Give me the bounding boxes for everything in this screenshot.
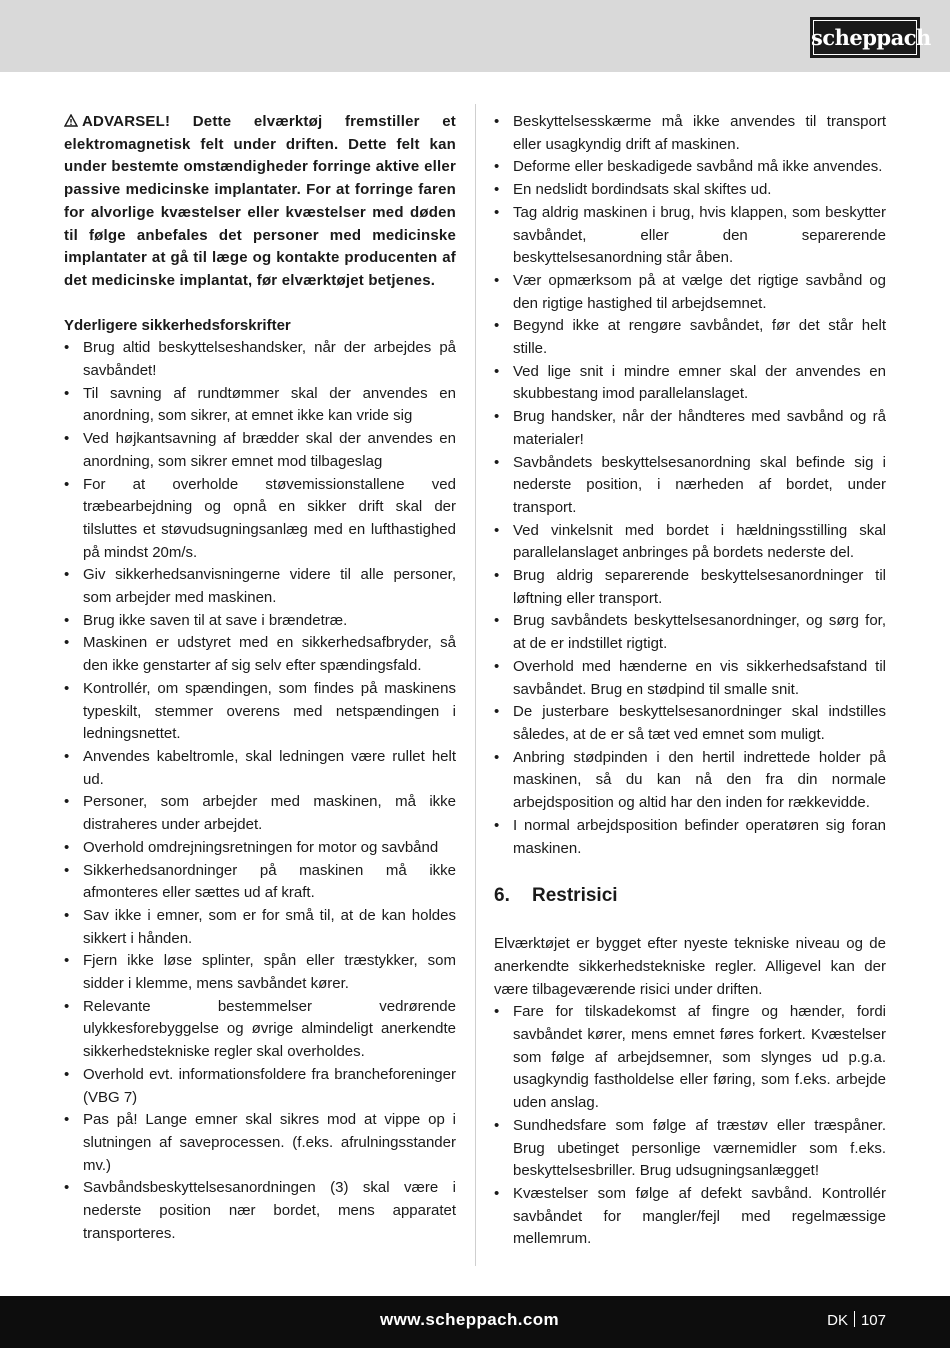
list-item: • Personer, som arbejder med maskinen, må ikke distraheres under arbejdet. — [64, 791, 456, 836]
chapter-title: Restrisici — [532, 885, 618, 907]
footer-bar — [0, 1296, 950, 1348]
list-item: • Savbåndets beskyttelsesanordning skal befinde sig i nederste position, i nærheden af bordet, under transport. — [494, 452, 886, 520]
list-item: • Maskinen er udstyret med en sikkerhedsafbryder, så den ikke genstarter af sig selv efter spændingsfald. — [64, 632, 456, 677]
scheppach-logo: scheppach — [810, 17, 920, 58]
header-bar — [0, 0, 950, 72]
section-heading: Yderligere sikkerhedsforskrifter — [64, 316, 291, 334]
list-item: • En nedslidt bordindsats skal skiftes ud. — [494, 179, 886, 202]
list-item: • Relevante bestemmelser vedrørende ulykkesforebyggelse og øvrige almindeligt anerkendte sikkerhedstekniske regler skal overholdes. — [64, 996, 456, 1064]
list-item: • Kvæstelser som følge af defekt savbånd. Kontrollér savbåndet for mangler/fejl med regelmæssige mellemrum. — [494, 1183, 886, 1251]
list-item: • Overhold evt. informationsfoldere fra brancheforeninger (VBG 7) — [64, 1064, 456, 1109]
right-column — [494, 111, 886, 1251]
list-item: • Overhold med hænderne en vis sikkerhedsafstand til savbåndet. Brug en stødpind til smalle snit. — [494, 656, 886, 701]
list-item: • Ved vinkelsnit med bordet i hældningsstilling skal parallelanslaget anbringes på bordets nederste del. — [494, 520, 886, 565]
list-item: • Pas på! Lange emner skal sikres mod at vippe op i slutningen af saveprocessen. (f.eks. afrulningsstander mv.) — [64, 1109, 456, 1177]
list-item: • Til savning af rundtømmer skal der anvendes en anordning, som sikrer, at emnet ikke kan vride sig — [64, 383, 456, 428]
list-item: • Beskyttelsesskærme må ikke anvendes til transport eller usagkyndig drift af maskinen. — [494, 111, 886, 156]
list-item: • Brug ikke saven til at save i brændetræ. — [64, 610, 456, 633]
page-indicator — [827, 1311, 886, 1329]
residual-risk-list — [494, 1001, 886, 1251]
list-item: • De justerbare beskyttelsesanordninger skal indstilles således, at de er så tæt ved emnet som muligt. — [494, 701, 886, 746]
list-item: • Ved lige snit i mindre emner skal der anvendes en skubbestang imod parallelanslaget. — [494, 361, 886, 406]
list-item: • Vær opmærksom på at vælge det rigtige savbånd og den rigtige hastighed til arbejdsemnet. — [494, 270, 886, 315]
residual-risk-intro: Elværktøjet er bygget efter nyeste tekniske niveau og de anerkendte sikkerhedstekniske regler. Alligevel kan der være tilbageværende risici under driften. — [494, 935, 886, 998]
list-item: • For at overholde støvemissionstallene ved træbearbejdning og opnå en sikker drift skal der tilsluttes et støvudsugningsanlæg med en lufthastighed på mindst 20m/s. — [64, 474, 456, 565]
list-item: • Deforme eller beskadigede savbånd må ikke anvendes. — [494, 156, 886, 179]
list-item: • Fjern ikke løse splinter, spån eller træstykker, som sidder i klemme, mens savbåndet kører. — [64, 950, 456, 995]
chapter-number: 6. — [494, 885, 510, 907]
list-item: • Ved højkantsavning af brædder skal der anvendes en anordning, som sikrer emnet mod tilbageslag — [64, 428, 456, 473]
list-item: • Anbring stødpinden i den hertil indrettede holder på maskinen, så du kan nå den fra din normale arbejdsposition og altid har den inden for rækkevidde. — [494, 747, 886, 815]
list-item: • I normal arbejdsposition befinder operatøren sig foran maskinen. — [494, 815, 886, 860]
left-column — [64, 111, 456, 1245]
list-item: • Kontrollér, om spændingen, som findes på maskinens typeskilt, stemmer overens med netspændingen i ledningsnettet. — [64, 678, 456, 746]
page-separator — [854, 1311, 855, 1327]
warning-paragraph — [64, 111, 456, 293]
list-item: • Sikkerhedsanordninger på maskinen må ikke afmonteres eller sættes ud af kraft. — [64, 860, 456, 905]
list-item: • Sundhedsfare som følge af træstøv eller træspåner. Brug ubetinget personlige værnemidler som f.eks. beskyttelsesbriller. Brug udsugningsanlægget! — [494, 1115, 886, 1183]
list-item: • Sav ikke i emner, som er for små til, at de kan holdes sikkert i hånden. — [64, 905, 456, 950]
list-item: • Begynd ikke at rengøre savbåndet, før det står helt stille. — [494, 315, 886, 360]
list-item: • Brug aldrig separerende beskyttelsesanordninger til løftning eller transport. — [494, 565, 886, 610]
list-item: • Savbåndsbeskyttelsesanordningen (3) skal være i nederste position nær bordet, mens apparatet transporteres. — [64, 1177, 456, 1245]
list-item: • Overhold omdrejningsretningen for motor og savbånd — [64, 837, 456, 860]
list-item: • Brug savbåndets beskyttelsesanordninger, og sørg for, at de er indstillet rigtigt. — [494, 610, 886, 655]
safety-list-continued — [494, 111, 886, 860]
safety-list — [64, 337, 456, 1245]
website-link[interactable]: www.scheppach.com — [380, 1310, 560, 1329]
list-item: • Anvendes kabeltromle, skal ledningen være rullet helt ud. — [64, 746, 456, 791]
warning-text: ADVARSEL! Dette elværktøj fremstiller et elektromagnetisk felt under driften. Dette felt kan under bestemte omstændigheder forringe aktive eller passive medicinske implantater. For at forringe faren for alvorlige kvæstelser eller kvæstelser med døden til følge anbefales det personer med medicinske implantater at gå til læge og kontakte producenten af det medicinske implantat, før elværktøjet betjenes. — [64, 113, 456, 289]
list-item: • Brug altid beskyttelseshandsker, når der arbejdes på savbåndet! — [64, 337, 456, 382]
warning-triangle-icon — [64, 111, 78, 134]
list-item: • Brug handsker, når der håndteres med savbånd og rå materialer! — [494, 406, 886, 451]
language-code: DK — [827, 1312, 848, 1329]
list-item: • Giv sikkerhedsanvisningerne videre til alle personer, som arbejder med maskinen. — [64, 564, 456, 609]
column-divider — [475, 104, 476, 1266]
chapter-heading — [494, 884, 886, 908]
list-item: • Tag aldrig maskinen i brug, hvis klappen, som beskytter savbåndet, eller den separerende beskyttelsesanordning står åben. — [494, 202, 886, 270]
list-item: • Fare for tilskadekomst af fingre og hænder, fordi savbåndet kører, mens emnet føres forkert. Kvæstelser som følge af arbejdsemner, som slynges ud p.g.a. usagkyndig fastholdelse eller føring, som f.eks. arbejde uden anslag. — [494, 1001, 886, 1115]
page-number: 107 — [860, 1312, 886, 1329]
